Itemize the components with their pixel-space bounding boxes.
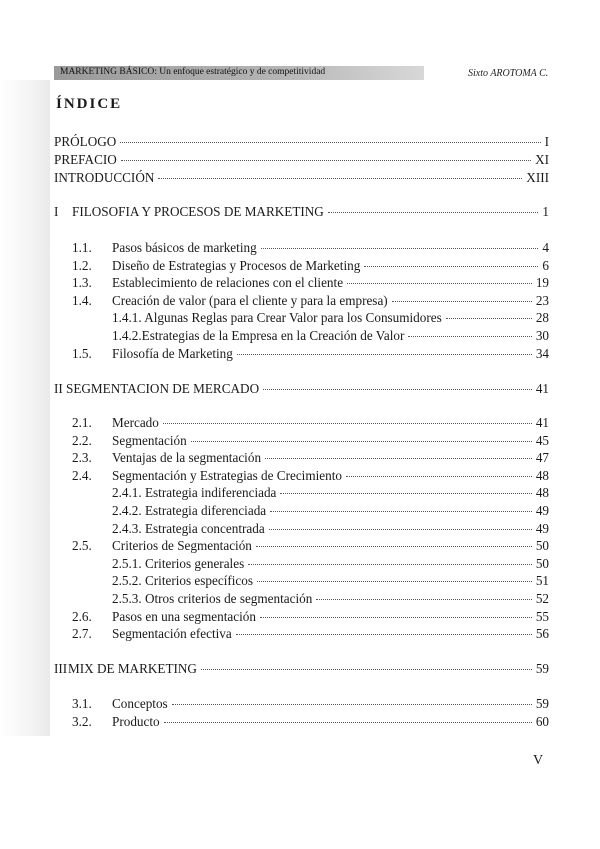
toc-subsection [112, 328, 549, 346]
dot-leader [120, 141, 540, 143]
entry-label: Establecimiento de relaciones con el cliente [112, 275, 344, 291]
entry-page: I [544, 134, 549, 149]
toc-chapter [54, 381, 549, 399]
dot-leader [316, 598, 531, 600]
toc-section [72, 293, 549, 311]
toc-chapter [54, 204, 549, 222]
entry-label: MIX DE MARKETING [68, 661, 197, 676]
entry-label: Mercado [112, 415, 159, 430]
book-title: MARKETING BÁSICO: Un enfoque estratégico y de competitividad [60, 67, 326, 77]
entry-label: 1.4.2.Estrategias de la Empresa en la Creación de Valor [112, 328, 405, 343]
entry-label: Filosofía de Marketing [112, 345, 233, 361]
dot-leader [269, 528, 532, 530]
scan-shadow [0, 80, 50, 736]
entry-number: 2.5. [72, 538, 92, 554]
dot-leader [257, 580, 532, 582]
entry-label: Segmentación efectiva [112, 626, 232, 642]
entry-page: 6 [542, 257, 549, 273]
entry-number: 2.3. [72, 450, 92, 466]
entry-number: 2.7. [72, 626, 92, 642]
entry-page: 59 [535, 661, 549, 676]
dot-leader [121, 159, 531, 161]
entry-label: INTRODUCCIÓN [54, 170, 155, 185]
entry-page: XI [535, 152, 549, 167]
toc-section [72, 468, 549, 486]
dot-leader [158, 177, 522, 179]
entry-number: 1.3. [72, 275, 92, 291]
dot-leader [392, 300, 532, 302]
entry-label: Pasos básicos de marketing [112, 240, 257, 255]
dot-leader [260, 616, 532, 618]
toc-section [72, 696, 549, 714]
entry-page: 28 [535, 310, 549, 326]
entry-label: Pasos en una segmentación [112, 608, 256, 624]
toc-subsection [112, 521, 549, 539]
entry-label: PRÓLOGO [54, 134, 117, 149]
entry-label: Creación de valor (para el cliente y para la empresa) [112, 292, 388, 308]
dot-leader [446, 317, 532, 319]
dot-leader [256, 545, 532, 547]
entry-page: 19 [535, 275, 549, 291]
entry-label: Ventajas de la segmentación [112, 450, 262, 466]
toc-front-matter [54, 170, 549, 188]
entry-number: 1.5. [72, 345, 92, 361]
dot-leader [191, 440, 532, 442]
entry-number: II [54, 381, 63, 396]
entry-label: Segmentación [112, 432, 187, 448]
dot-leader [364, 265, 538, 267]
dot-leader [280, 492, 531, 494]
toc-front-matter [54, 134, 549, 152]
entry-number: 1.2. [72, 257, 92, 273]
entry-label: Conceptos [112, 696, 168, 711]
toc-subsection [112, 503, 549, 521]
entry-page: 55 [535, 608, 549, 624]
entry-label: FILOSOFIA Y PROCESOS DE MARKETING [72, 204, 324, 219]
toc-section [72, 538, 549, 556]
toc-section [72, 626, 549, 644]
entry-label: Segmentación y Estrategias de Crecimiento [112, 467, 342, 483]
toc-subsection [112, 573, 549, 591]
toc-section [72, 609, 549, 627]
entry-page: 60 [535, 713, 549, 729]
dot-leader [172, 703, 532, 705]
entry-page: XIII [526, 170, 549, 185]
dot-leader [163, 422, 532, 424]
entry-page: 51 [535, 573, 549, 589]
dot-leader [201, 668, 532, 670]
dot-leader [248, 563, 532, 565]
entry-page: 48 [535, 467, 549, 483]
toc-section [72, 450, 549, 468]
entry-number: 2.2. [72, 432, 92, 448]
dot-leader [346, 475, 532, 477]
page-number: V [533, 753, 544, 768]
toc-section [72, 240, 549, 258]
entry-number: III [54, 661, 68, 676]
entry-label: 2.5.2. Criterios específicos [112, 573, 253, 589]
entry-label: 1.4.1. Algunas Reglas para Crear Valor para los Consumidores [112, 310, 442, 326]
dot-leader [164, 721, 532, 723]
entry-number: 2.4. [72, 467, 92, 483]
entry-label: PREFACIO [54, 152, 117, 167]
toc-section [72, 346, 549, 364]
toc-section [72, 415, 549, 433]
entry-number: 1.4. [72, 292, 92, 308]
entry-label: Producto [112, 713, 160, 729]
author-name: Sixto AROTOMA C. [468, 68, 549, 79]
entry-label: 2.4.3. Estrategia concentrada [112, 520, 265, 536]
entry-page: 30 [535, 328, 549, 343]
entry-page: 45 [535, 432, 549, 448]
entry-page: 50 [535, 555, 549, 571]
dot-leader [261, 247, 539, 249]
dot-leader [236, 633, 532, 635]
toc-subsection [112, 485, 549, 503]
entry-number: 3.1. [72, 696, 92, 711]
entry-page: 1 [542, 204, 549, 219]
entry-number: 1.1. [72, 240, 92, 255]
dot-leader [328, 211, 539, 213]
entry-page: 41 [535, 381, 549, 396]
entry-page: 50 [535, 538, 549, 554]
entry-number: 2.6. [72, 608, 92, 624]
entry-page: 47 [535, 450, 549, 466]
entry-page: 49 [535, 503, 549, 518]
entry-label: Diseño de Estrategias y Procesos de Marketing [112, 257, 361, 273]
entry-number: 2.1. [72, 415, 92, 430]
entry-number: 3.2. [72, 713, 92, 729]
toc-subsection [112, 591, 549, 609]
entry-label: 2.4.1. Estrategia indiferenciada [112, 485, 277, 501]
toc-section [72, 258, 549, 276]
dot-leader [265, 457, 532, 459]
dot-leader [270, 510, 532, 512]
entry-page: 23 [535, 292, 549, 308]
toc-section [72, 714, 549, 732]
entry-page: 4 [542, 240, 549, 255]
toc-section [72, 275, 549, 293]
entry-page: 52 [535, 591, 549, 606]
toc-subsection [112, 556, 549, 574]
toc-section [72, 433, 549, 451]
entry-label: SEGMENTACION DE MERCADO [66, 381, 260, 396]
entry-label: 2.4.2. Estrategia diferenciada [112, 503, 267, 518]
page-title: ÍNDICE [56, 96, 123, 112]
entry-label: Criterios de Segmentación [112, 538, 252, 554]
dot-leader [263, 388, 532, 390]
entry-page: 59 [535, 696, 549, 711]
toc-subsection [112, 310, 549, 328]
toc-front-matter [54, 152, 549, 170]
entry-label: 2.5.3. Otros criterios de segmentación [112, 591, 313, 606]
entry-page: 48 [535, 485, 549, 501]
entry-page: 49 [535, 520, 549, 536]
entry-page: 56 [535, 626, 549, 642]
dot-leader [237, 353, 532, 355]
dot-leader [347, 282, 532, 284]
entry-label: 2.5.1. Criterios generales [112, 555, 245, 571]
entry-page: 41 [535, 415, 549, 430]
entry-number: I [54, 204, 59, 219]
entry-page: 34 [535, 345, 549, 361]
toc-chapter [54, 661, 549, 679]
dot-leader [408, 335, 531, 337]
